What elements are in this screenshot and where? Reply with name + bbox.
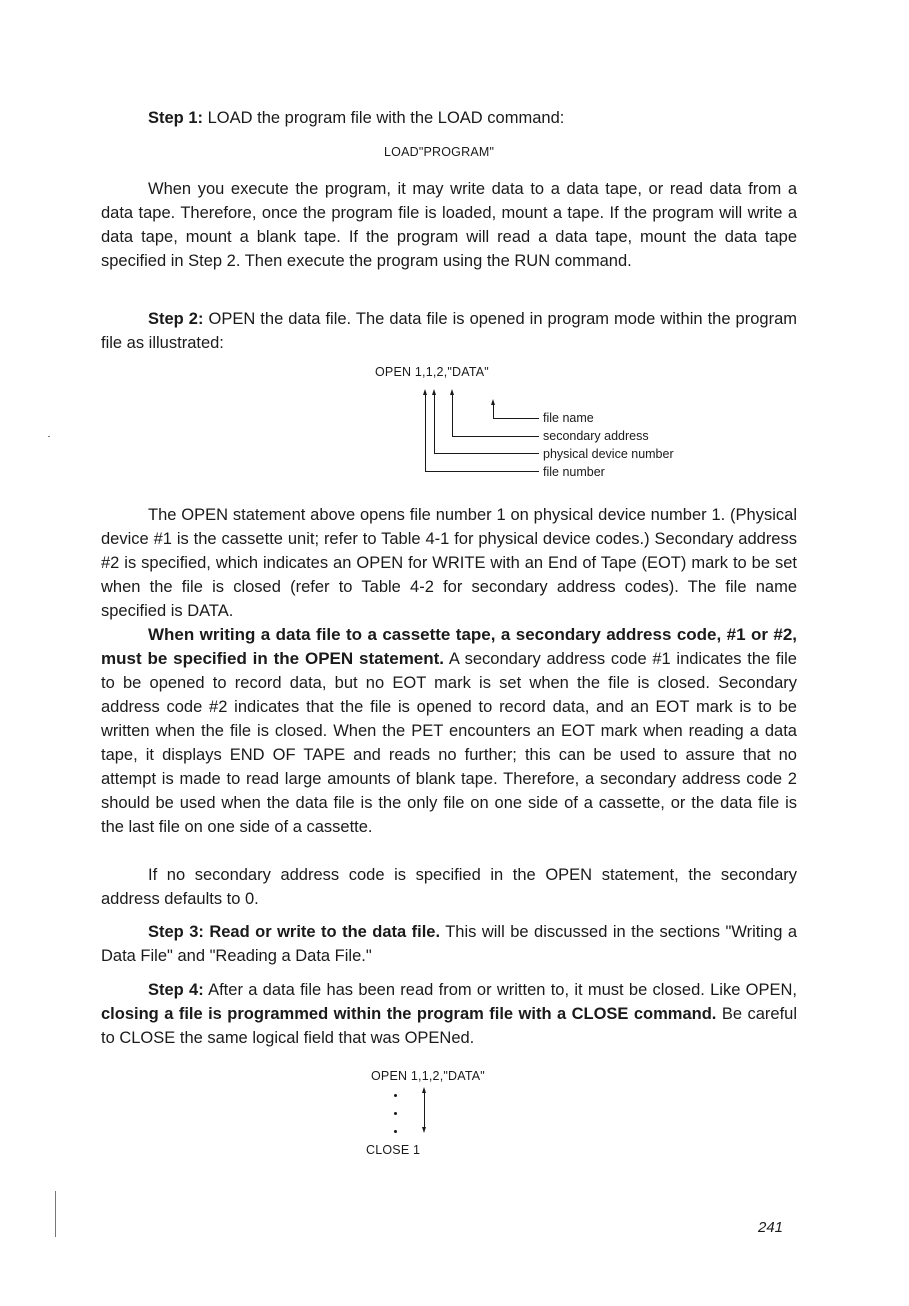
line-file-number — [425, 393, 426, 471]
vertical-link-line — [424, 1091, 425, 1129]
writing-paragraph — [101, 623, 797, 839]
line-device-number — [434, 393, 435, 453]
line-secondary-address — [452, 393, 453, 436]
open-diagram-code: OPEN 1,1,2,"DATA" — [375, 365, 489, 379]
step3-bold: Read or write to the data file. — [203, 923, 441, 941]
label-physical-device-number: physical device number — [543, 447, 674, 461]
writing-bold: When writing a data file to a cassette tape, a secondary address code, #1 or #2, must be specified in the OPEN statement. — [101, 625, 797, 668]
default-paragraph: If no secondary address code is specified in the OPEN statement, the secondary address defaults to 0. — [101, 866, 797, 908]
margin-rule — [55, 1191, 56, 1237]
step4-bold: closing a file is programmed within the program file with a CLOSE command. — [101, 1005, 717, 1023]
step1-label: Step 1: — [148, 109, 204, 127]
hline-file-number — [425, 471, 539, 472]
step1-text: LOAD the program file with the LOAD command: — [203, 109, 565, 127]
step2-text: OPEN the data file. The data file is opened in program mode within the program file as illustrated: — [101, 310, 797, 352]
step4-label: Step 4: — [148, 981, 204, 999]
label-file-name: file name — [543, 411, 594, 425]
arrow-down-close — [422, 1127, 426, 1133]
step1-code: LOAD"PROGRAM" — [384, 145, 495, 159]
step3-text: This will be discussed in the sections "Writing a Data File" and "Reading a Data File." — [101, 923, 798, 965]
close-diagram-open-code: OPEN 1,1,2,"DATA" — [371, 1069, 485, 1083]
step2-paragraph — [101, 307, 797, 355]
open-statement-paragraph: The OPEN statement above opens file number 1 on physical device number 1. (Physical device #1 is the cassette unit; refer to Table 4-1 for physical device codes.) Secondary address #2 is specified, which indicates an OPEN for WRITE with an End of Tape (EOT) mark to be set when the file is closed (refer to Table 4-2 for secondary address codes). The file name specified is DATA. — [101, 506, 797, 620]
line-file-name — [493, 403, 494, 418]
step3-paragraph — [101, 920, 797, 968]
step4-text2: Be careful to CLOSE the same logical field that was OPENed. — [101, 1005, 797, 1047]
ellipsis-dot — [394, 1094, 397, 1097]
margin-tick — [48, 436, 50, 437]
step4-text1: After a data file has been read from or written to, it must be closed. Like OPEN, — [203, 981, 798, 999]
hline-device-number — [434, 453, 539, 454]
ellipsis-dot — [394, 1130, 397, 1133]
step3-label: Step 3: — [148, 923, 204, 941]
writing-rest: A secondary address code #1 indicates the file to be opened to record data, but no EOT mark is set when the file is closed. Secondary address code #2 indicates that the file is opened to record data, and an EOT mark is to be written when the file is closed. When the PET encounters an EOT mark when reading a data tape, it displays END OF TAPE and reads no further; this can be used to assure that no attempt is made to read large amounts of blank tape. Therefore, a secondary address code 2 should be used when the data file is the only file on one side of a cassette, or the data file is the last file on one side of a cassette. — [101, 650, 797, 836]
hline-file-name — [493, 418, 539, 419]
step4-paragraph — [101, 978, 797, 1050]
close-diagram-close-code: CLOSE 1 — [366, 1143, 421, 1157]
execute-paragraph: When you execute the program, it may write data to a data tape, or read data from a data tape. Therefore, once the program file is loaded, mount a tape. If the program will write a data tape, mount a blank tape. If the program will read a data tape, mount the data tape specified in Step 2. Then execute the program using the RUN command. — [101, 180, 797, 270]
ellipsis-dot — [394, 1112, 397, 1115]
label-file-number: file number — [543, 465, 605, 479]
step2-label: Step 2: — [148, 310, 204, 328]
hline-secondary-address — [452, 436, 539, 437]
step1-paragraph — [148, 106, 798, 130]
page-number: 241 — [758, 1219, 784, 1236]
label-secondary-address: secondary address — [543, 429, 649, 443]
